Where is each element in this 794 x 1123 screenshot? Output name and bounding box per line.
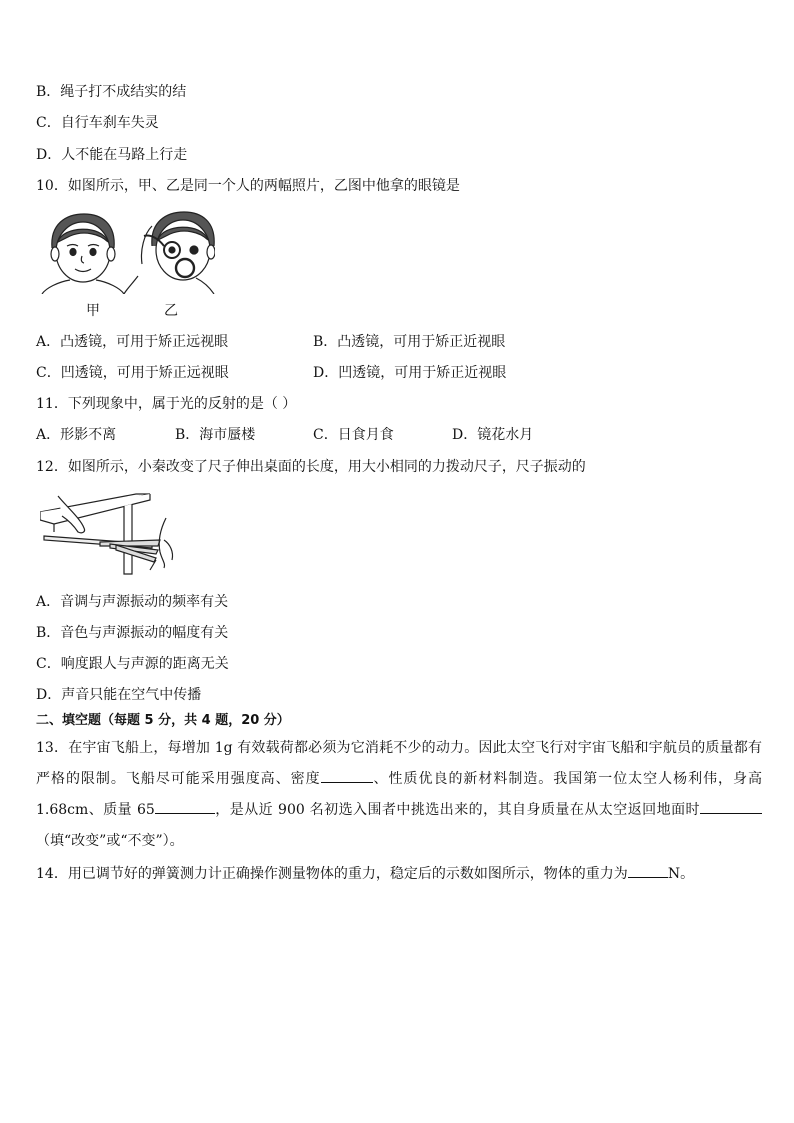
q14-line (36, 863, 694, 883)
q10-option-c: C．凹透镜，可用于矫正远视眼 (36, 365, 229, 381)
face-jia-illustration (42, 214, 124, 294)
q13-paragraph (36, 733, 762, 857)
section-heading-fill-in: 二、填空题（每题 5 分，共 4 题，20 分） (36, 713, 290, 728)
q11-option-a: A．形影不离 (36, 427, 117, 443)
q10-option-b: B．凸透镜，可用于矫正近视眼 (313, 334, 506, 350)
q12-option-b: B．音色与声源振动的幅度有关 (36, 625, 229, 641)
q13-text-1: 13．在宇宙飞船上，每增加 1g 有效载荷都必须为它消耗不少的动力。因此太空飞行对宇宙飞船和宇航员的质量都有严格的限制。飞船尽可能采用强度高、密度 (36, 740, 762, 787)
figure-label-yi: 乙 (164, 303, 178, 319)
q12-figure-ruler-on-table (40, 490, 190, 578)
q9-option-b: B．绳子打不成结实的结 (36, 84, 187, 100)
q14-text-2: N。 (667, 866, 695, 882)
q10-option-a: A．凸透镜，可用于矫正远视眼 (36, 334, 229, 350)
q11-option-b: B．海市蜃楼 (175, 427, 256, 443)
q13-text-4: （填“改变”或“不变”）。 (36, 833, 184, 849)
q14-blank-weight[interactable] (628, 863, 668, 878)
q9-option-c: C．自行车刹车失灵 (36, 115, 159, 131)
hand-plucking-illustration (159, 518, 166, 568)
q10-option-d: D．凹透镜，可用于矫正近视眼 (313, 365, 507, 381)
q11-stem: 11．下列现象中，属于光的反射的是（ ） (36, 396, 297, 412)
q10-stem: 10．如图所示，甲、乙是同一个人的两幅照片，乙图中他拿的眼镜是 (36, 178, 460, 194)
q13-blank-density[interactable] (321, 768, 373, 783)
q13-blank-mass-change[interactable] (700, 799, 762, 814)
q13-text-2: 、性质优良的新材料制造。我国第一位太空人杨利伟，身高 1.68cm、质量 65 (36, 771, 762, 818)
q11-option-d: D．镜花水月 (452, 427, 534, 443)
q13-text-3: ，是从近 900 名初选入围者中挑选出来的，其自身质量在从太空返回地面时 (214, 802, 700, 818)
q12-option-d: D．声音只能在空气中传播 (36, 687, 202, 703)
q11-option-c: C．日食月食 (313, 427, 394, 443)
q12-option-a: A．音调与声源振动的频率有关 (36, 594, 229, 610)
q9-option-d: D．人不能在马路上行走 (36, 147, 188, 163)
q10-figure-faces (40, 206, 215, 294)
q13-blank-mass-unit[interactable] (155, 799, 215, 814)
q12-stem: 12．如图所示，小秦改变了尺子伸出桌面的长度，用大小相同的力拨动尺子，尺子振动的 (36, 459, 586, 475)
ruler-illustration (44, 536, 160, 562)
q12-option-c: C．响度跟人与声源的距离无关 (36, 656, 229, 672)
q14-text-1: 14．用已调节好的弹簧测力计正确操作测量物体的重力，稳定后的示数如图所示，物体的重力为 (36, 866, 628, 882)
face-yi-illustration (124, 212, 215, 294)
figure-label-jia: 甲 (86, 303, 100, 319)
